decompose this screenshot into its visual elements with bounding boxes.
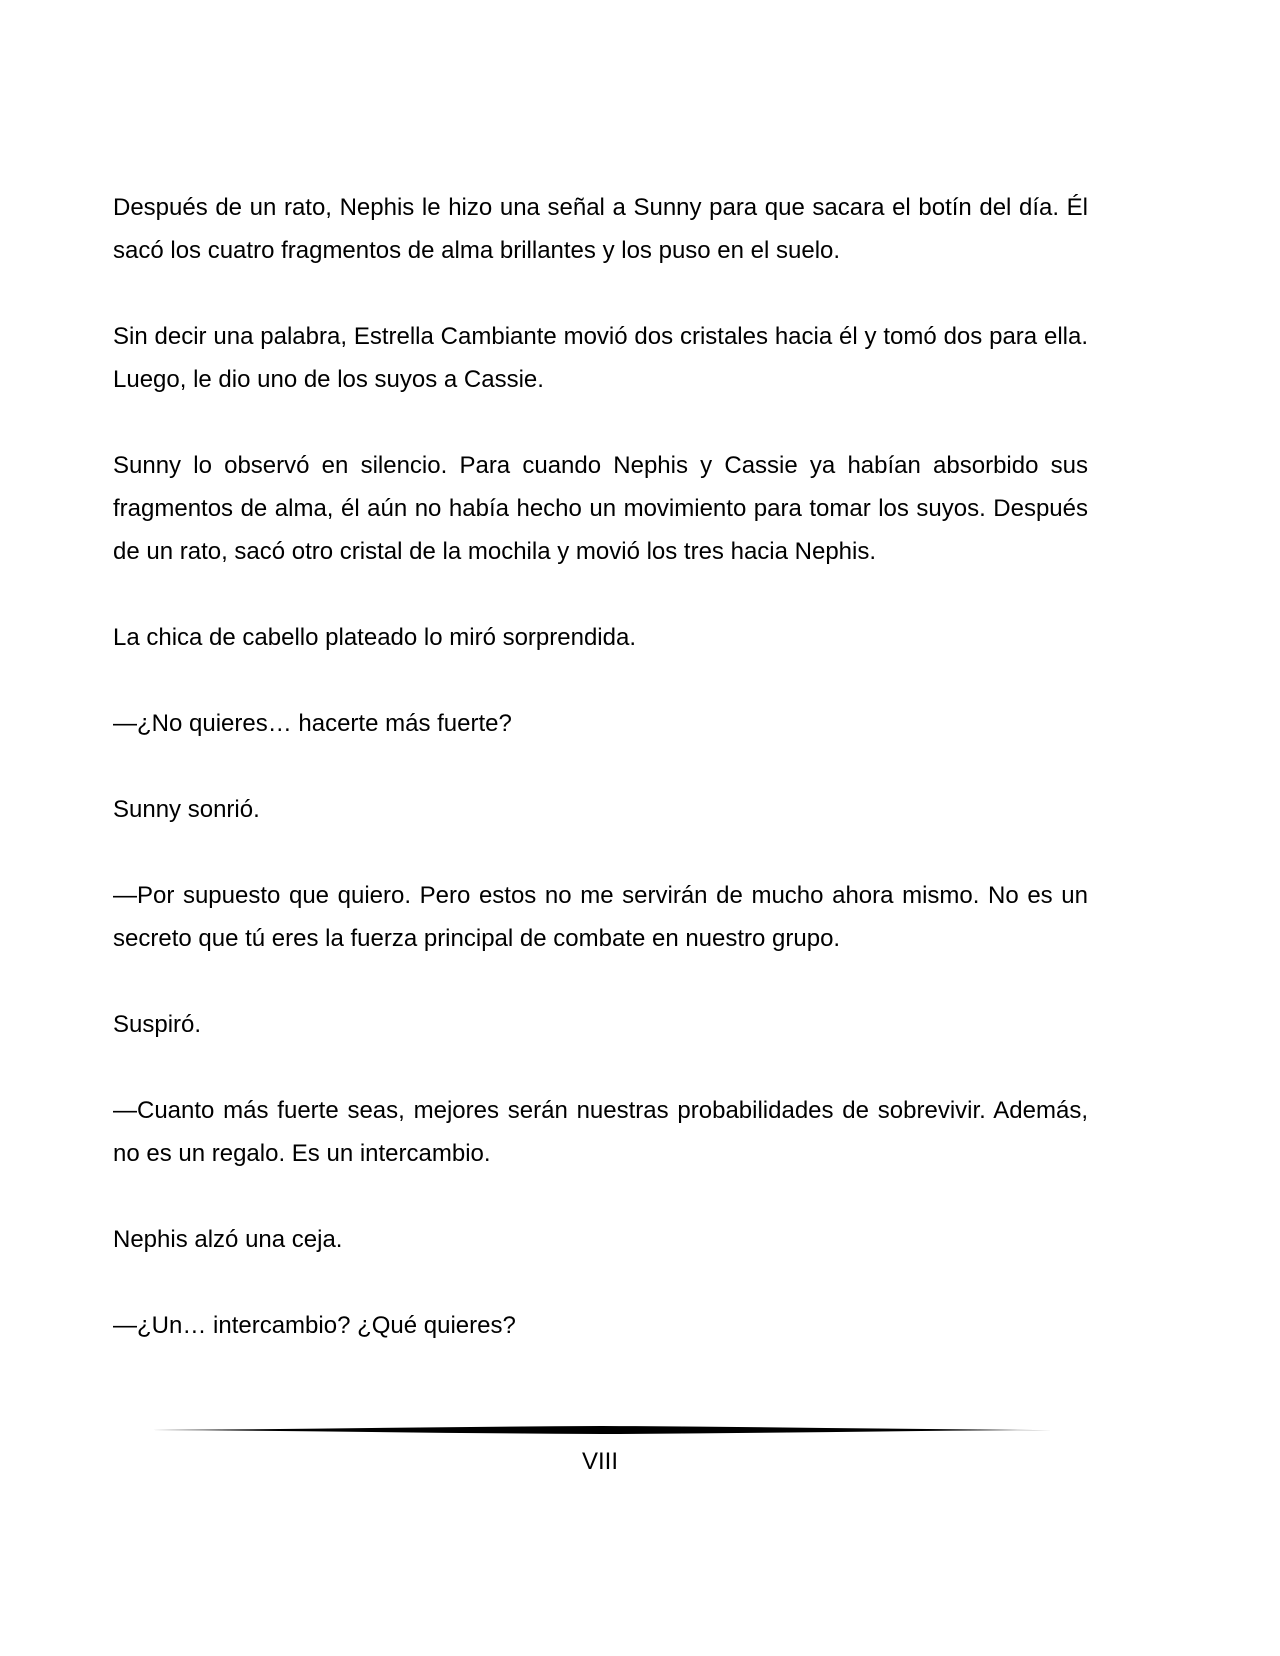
paragraph: La chica de cabello plateado lo miró sorprendida. [113, 624, 636, 651]
paragraph: Después de un rato, Nephis le hizo una señal a Sunny para que sacara el botín del día. Él sacó los cuatro fragmentos de alma brillantes y los puso en el suelo. [113, 194, 1088, 264]
paragraph: Sin decir una palabra, Estrella Cambiante movió dos cristales hacia él y tomó dos para ella. Luego, le dio uno de los suyos a Cassie. [113, 323, 1088, 393]
paragraph: —Por supuesto que quiero. Pero estos no me servirán de mucho ahora mismo. No es un secreto que tú eres la fuerza principal de combate en nuestro grupo. [113, 882, 1088, 952]
page-number: VIII [581, 1448, 618, 1475]
paragraph: —Cuanto más fuerte seas, mejores serán nuestras probabilidades de sobrevivir. Además, no es un regalo. Es un intercambio. [113, 1097, 1088, 1167]
paragraph: Sunny sonrió. [113, 796, 260, 823]
footer-divider-shape [152, 1424, 1052, 1436]
text-body [113, 186, 1088, 1390]
paragraph: —¿No quieres… hacerte más fuerte? [113, 710, 512, 737]
paragraph: Suspiró. [113, 1011, 202, 1038]
footer-divider [152, 1424, 1052, 1436]
paragraph: Nephis alzó una ceja. [113, 1226, 343, 1253]
paragraph: —¿Un… intercambio? ¿Qué quieres? [113, 1312, 516, 1339]
paragraph: Sunny lo observó en silencio. Para cuando Nephis y Cassie ya habían absorbido sus fragmentos de alma, él aún no había hecho un movimiento para tomar los suyos. Después de un rato, sacó otro cristal de la mochila y movió los tres hacia Nephis. [113, 452, 1088, 565]
